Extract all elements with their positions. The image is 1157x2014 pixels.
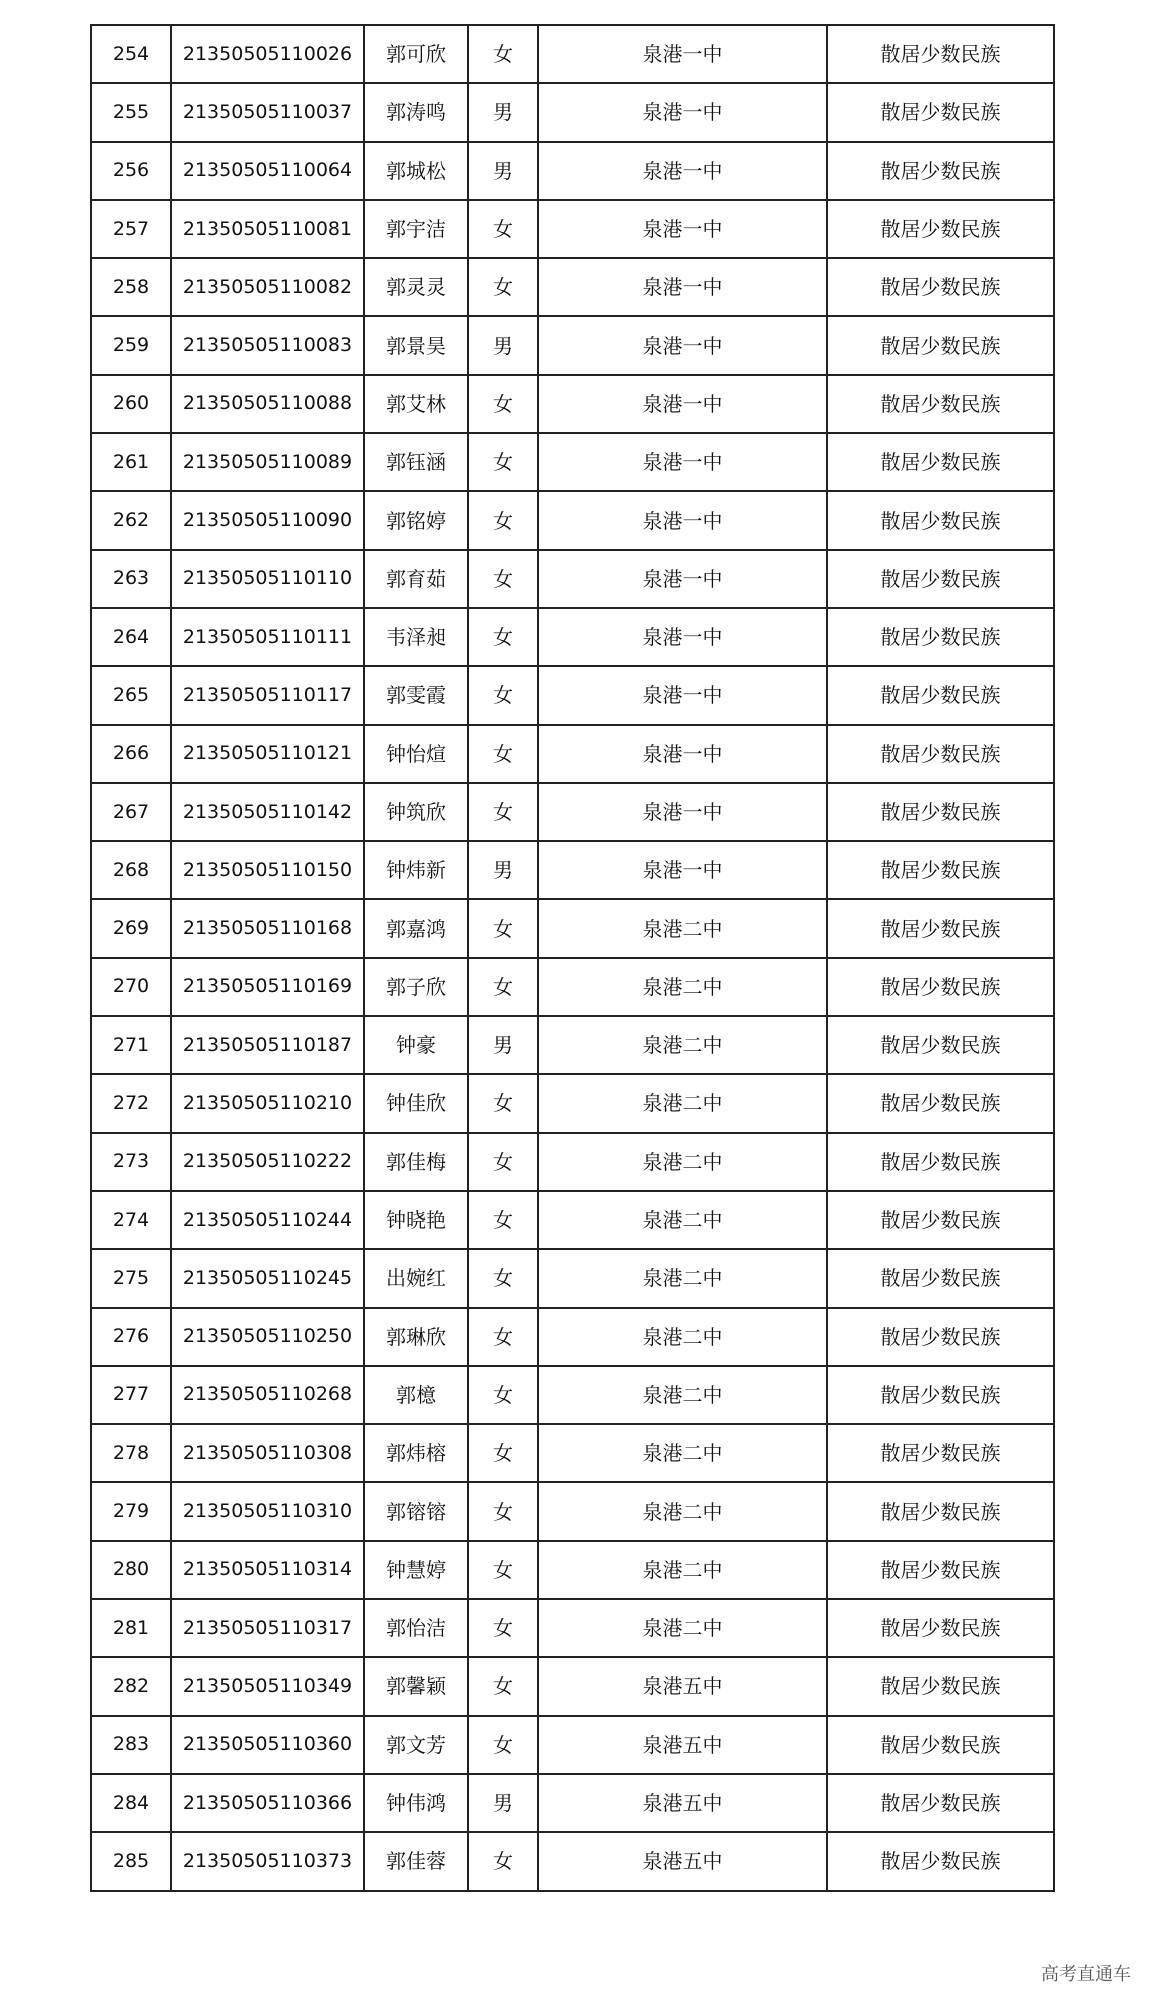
cell-student-name: 郭佳梅	[364, 1133, 468, 1191]
table-row	[91, 258, 1054, 316]
cell-exam-id: 21350505110210	[171, 1074, 364, 1132]
table-row	[91, 142, 1054, 200]
cell-school: 泉港一中	[538, 783, 827, 841]
cell-student-name: 郭馨颖	[364, 1657, 468, 1715]
cell-exam-id: 21350505110026	[171, 25, 364, 83]
cell-gender: 女	[468, 1657, 538, 1715]
cell-gender: 女	[468, 783, 538, 841]
table-row	[91, 491, 1054, 549]
cell-exam-id: 21350505110222	[171, 1133, 364, 1191]
cell-gender: 女	[468, 899, 538, 957]
cell-student-name: 郭檍	[364, 1366, 468, 1424]
cell-exam-id: 21350505110121	[171, 725, 364, 783]
cell-gender: 女	[468, 608, 538, 666]
cell-category: 散居少数民族	[827, 1599, 1054, 1657]
cell-category: 散居少数民族	[827, 1074, 1054, 1132]
table-row	[91, 1424, 1054, 1482]
cell-school: 泉港一中	[538, 25, 827, 83]
cell-school: 泉港二中	[538, 1366, 827, 1424]
cell-student-name: 钟炜新	[364, 841, 468, 899]
cell-sequence-number: 268	[91, 841, 171, 899]
cell-category: 散居少数民族	[827, 433, 1054, 491]
cell-school: 泉港五中	[538, 1657, 827, 1715]
cell-exam-id: 21350505110314	[171, 1541, 364, 1599]
cell-school: 泉港一中	[538, 725, 827, 783]
table-row	[91, 1366, 1054, 1424]
cell-exam-id: 21350505110142	[171, 783, 364, 841]
roster-table-container	[90, 24, 1053, 1892]
cell-exam-id: 21350505110081	[171, 200, 364, 258]
cell-gender: 男	[468, 1016, 538, 1074]
cell-category: 散居少数民族	[827, 1191, 1054, 1249]
table-row	[91, 725, 1054, 783]
cell-gender: 男	[468, 83, 538, 141]
cell-sequence-number: 271	[91, 1016, 171, 1074]
cell-exam-id: 21350505110037	[171, 83, 364, 141]
cell-sequence-number: 270	[91, 958, 171, 1016]
cell-student-name: 郭子欣	[364, 958, 468, 1016]
cell-gender: 女	[468, 1074, 538, 1132]
cell-exam-id: 21350505110349	[171, 1657, 364, 1715]
table-row	[91, 1657, 1054, 1715]
cell-school: 泉港一中	[538, 491, 827, 549]
cell-category: 散居少数民族	[827, 1482, 1054, 1540]
cell-gender: 女	[468, 1133, 538, 1191]
cell-exam-id: 21350505110366	[171, 1774, 364, 1832]
cell-gender: 女	[468, 1308, 538, 1366]
cell-category: 散居少数民族	[827, 375, 1054, 433]
table-row	[91, 375, 1054, 433]
cell-gender: 女	[468, 200, 538, 258]
cell-school: 泉港二中	[538, 1482, 827, 1540]
cell-exam-id: 21350505110168	[171, 899, 364, 957]
cell-category: 散居少数民族	[827, 258, 1054, 316]
cell-exam-id: 21350505110082	[171, 258, 364, 316]
cell-school: 泉港一中	[538, 316, 827, 374]
cell-category: 散居少数民族	[827, 142, 1054, 200]
table-row	[91, 1249, 1054, 1307]
cell-category: 散居少数民族	[827, 1249, 1054, 1307]
table-row	[91, 783, 1054, 841]
cell-school: 泉港二中	[538, 1424, 827, 1482]
cell-school: 泉港二中	[538, 1191, 827, 1249]
cell-gender: 女	[468, 375, 538, 433]
cell-school: 泉港一中	[538, 142, 827, 200]
cell-student-name: 郭可欣	[364, 25, 468, 83]
cell-student-name: 郭雯霞	[364, 666, 468, 724]
cell-student-name: 郭嘉鸿	[364, 899, 468, 957]
cell-sequence-number: 285	[91, 1832, 171, 1890]
cell-sequence-number: 263	[91, 550, 171, 608]
table-row	[91, 608, 1054, 666]
cell-sequence-number: 283	[91, 1716, 171, 1774]
cell-gender: 女	[468, 1191, 538, 1249]
cell-student-name: 郭文芳	[364, 1716, 468, 1774]
cell-gender: 女	[468, 1366, 538, 1424]
cell-gender: 女	[468, 1716, 538, 1774]
cell-category: 散居少数民族	[827, 725, 1054, 783]
cell-gender: 女	[468, 1482, 538, 1540]
cell-sequence-number: 280	[91, 1541, 171, 1599]
cell-gender: 男	[468, 142, 538, 200]
cell-student-name: 郭灵灵	[364, 258, 468, 316]
cell-school: 泉港一中	[538, 841, 827, 899]
cell-student-name: 钟慧婷	[364, 1541, 468, 1599]
cell-category: 散居少数民族	[827, 1366, 1054, 1424]
cell-category: 散居少数民族	[827, 25, 1054, 83]
cell-category: 散居少数民族	[827, 1016, 1054, 1074]
cell-sequence-number: 274	[91, 1191, 171, 1249]
cell-student-name: 郭育茹	[364, 550, 468, 608]
cell-sequence-number: 284	[91, 1774, 171, 1832]
cell-category: 散居少数民族	[827, 83, 1054, 141]
cell-student-name: 郭钰涵	[364, 433, 468, 491]
cell-gender: 女	[468, 1249, 538, 1307]
cell-exam-id: 21350505110244	[171, 1191, 364, 1249]
cell-student-name: 钟怡煊	[364, 725, 468, 783]
cell-school: 泉港一中	[538, 200, 827, 258]
cell-sequence-number: 272	[91, 1074, 171, 1132]
cell-exam-id: 21350505110083	[171, 316, 364, 374]
cell-sequence-number: 266	[91, 725, 171, 783]
cell-category: 散居少数民族	[827, 550, 1054, 608]
cell-student-name: 钟晓艳	[364, 1191, 468, 1249]
table-row	[91, 83, 1054, 141]
cell-exam-id: 21350505110308	[171, 1424, 364, 1482]
table-row	[91, 1599, 1054, 1657]
cell-exam-id: 21350505110245	[171, 1249, 364, 1307]
cell-gender: 女	[468, 1599, 538, 1657]
cell-gender: 女	[468, 666, 538, 724]
table-row	[91, 1832, 1054, 1890]
cell-student-name: 郭佳蓉	[364, 1832, 468, 1890]
cell-exam-id: 21350505110088	[171, 375, 364, 433]
table-row	[91, 1308, 1054, 1366]
cell-student-name: 郭铭婷	[364, 491, 468, 549]
cell-sequence-number: 276	[91, 1308, 171, 1366]
cell-school: 泉港二中	[538, 1249, 827, 1307]
table-row	[91, 1133, 1054, 1191]
cell-gender: 女	[468, 550, 538, 608]
table-row	[91, 1541, 1054, 1599]
cell-gender: 女	[468, 1541, 538, 1599]
cell-exam-id: 21350505110360	[171, 1716, 364, 1774]
cell-school: 泉港五中	[538, 1716, 827, 1774]
cell-category: 散居少数民族	[827, 1774, 1054, 1832]
cell-sequence-number: 267	[91, 783, 171, 841]
cell-student-name: 钟伟鸿	[364, 1774, 468, 1832]
cell-gender: 女	[468, 725, 538, 783]
cell-gender: 女	[468, 25, 538, 83]
table-row	[91, 316, 1054, 374]
cell-student-name: 郭涛鸣	[364, 83, 468, 141]
cell-category: 散居少数民族	[827, 1424, 1054, 1482]
cell-school: 泉港一中	[538, 433, 827, 491]
cell-school: 泉港五中	[538, 1774, 827, 1832]
cell-exam-id: 21350505110250	[171, 1308, 364, 1366]
cell-sequence-number: 281	[91, 1599, 171, 1657]
cell-exam-id: 21350505110090	[171, 491, 364, 549]
cell-sequence-number: 261	[91, 433, 171, 491]
cell-exam-id: 21350505110064	[171, 142, 364, 200]
cell-sequence-number: 254	[91, 25, 171, 83]
cell-school: 泉港二中	[538, 958, 827, 1016]
cell-student-name: 郭琳欣	[364, 1308, 468, 1366]
table-row	[91, 1482, 1054, 1540]
cell-exam-id: 21350505110110	[171, 550, 364, 608]
cell-exam-id: 21350505110117	[171, 666, 364, 724]
table-row	[91, 1191, 1054, 1249]
cell-sequence-number: 262	[91, 491, 171, 549]
table-row	[91, 1716, 1054, 1774]
table-row	[91, 1074, 1054, 1132]
table-row	[91, 899, 1054, 957]
cell-category: 散居少数民族	[827, 841, 1054, 899]
cell-student-name: 郭炜榕	[364, 1424, 468, 1482]
cell-student-name: 郭怡洁	[364, 1599, 468, 1657]
cell-exam-id: 21350505110111	[171, 608, 364, 666]
cell-sequence-number: 259	[91, 316, 171, 374]
cell-sequence-number: 273	[91, 1133, 171, 1191]
cell-exam-id: 21350505110169	[171, 958, 364, 1016]
cell-category: 散居少数民族	[827, 491, 1054, 549]
roster-table	[90, 24, 1055, 1892]
cell-gender: 女	[468, 1832, 538, 1890]
cell-category: 散居少数民族	[827, 1133, 1054, 1191]
cell-sequence-number: 269	[91, 899, 171, 957]
table-row	[91, 25, 1054, 83]
table-row	[91, 1774, 1054, 1832]
table-row	[91, 433, 1054, 491]
cell-sequence-number: 265	[91, 666, 171, 724]
cell-exam-id: 21350505110310	[171, 1482, 364, 1540]
table-row	[91, 1016, 1054, 1074]
cell-exam-id: 21350505110187	[171, 1016, 364, 1074]
cell-gender: 男	[468, 316, 538, 374]
cell-school: 泉港二中	[538, 1308, 827, 1366]
table-row	[91, 666, 1054, 724]
cell-exam-id: 21350505110373	[171, 1832, 364, 1890]
cell-school: 泉港一中	[538, 83, 827, 141]
cell-exam-id: 21350505110089	[171, 433, 364, 491]
cell-student-name: 郭艾林	[364, 375, 468, 433]
cell-school: 泉港一中	[538, 666, 827, 724]
cell-sequence-number: 260	[91, 375, 171, 433]
table-row	[91, 958, 1054, 1016]
cell-school: 泉港二中	[538, 1599, 827, 1657]
watermark-text: 高考直通车	[1041, 1964, 1131, 1985]
cell-school: 泉港一中	[538, 258, 827, 316]
cell-school: 泉港一中	[538, 608, 827, 666]
cell-school: 泉港一中	[538, 550, 827, 608]
cell-school: 泉港五中	[538, 1832, 827, 1890]
cell-category: 散居少数民族	[827, 1657, 1054, 1715]
cell-gender: 女	[468, 433, 538, 491]
cell-sequence-number: 279	[91, 1482, 171, 1540]
cell-gender: 女	[468, 491, 538, 549]
cell-student-name: 钟豪	[364, 1016, 468, 1074]
cell-student-name: 郭景昊	[364, 316, 468, 374]
cell-student-name: 韦泽昶	[364, 608, 468, 666]
cell-category: 散居少数民族	[827, 200, 1054, 258]
cell-student-name: 郭镕镕	[364, 1482, 468, 1540]
cell-exam-id: 21350505110150	[171, 841, 364, 899]
cell-school: 泉港二中	[538, 1074, 827, 1132]
cell-exam-id: 21350505110317	[171, 1599, 364, 1657]
cell-school: 泉港二中	[538, 1541, 827, 1599]
cell-sequence-number: 258	[91, 258, 171, 316]
cell-category: 散居少数民族	[827, 1832, 1054, 1890]
cell-student-name: 钟佳欣	[364, 1074, 468, 1132]
cell-category: 散居少数民族	[827, 958, 1054, 1016]
cell-sequence-number: 282	[91, 1657, 171, 1715]
cell-school: 泉港二中	[538, 899, 827, 957]
table-row	[91, 841, 1054, 899]
cell-gender: 女	[468, 258, 538, 316]
cell-student-name: 钟筑欣	[364, 783, 468, 841]
cell-student-name: 出婉红	[364, 1249, 468, 1307]
cell-gender: 女	[468, 958, 538, 1016]
cell-category: 散居少数民族	[827, 783, 1054, 841]
cell-sequence-number: 278	[91, 1424, 171, 1482]
table-row	[91, 200, 1054, 258]
table-row	[91, 550, 1054, 608]
cell-category: 散居少数民族	[827, 1308, 1054, 1366]
cell-category: 散居少数民族	[827, 899, 1054, 957]
cell-sequence-number: 256	[91, 142, 171, 200]
cell-school: 泉港一中	[538, 375, 827, 433]
cell-gender: 男	[468, 841, 538, 899]
cell-sequence-number: 264	[91, 608, 171, 666]
cell-sequence-number: 255	[91, 83, 171, 141]
cell-category: 散居少数民族	[827, 1716, 1054, 1774]
cell-school: 泉港二中	[538, 1016, 827, 1074]
cell-exam-id: 21350505110268	[171, 1366, 364, 1424]
cell-category: 散居少数民族	[827, 316, 1054, 374]
cell-school: 泉港二中	[538, 1133, 827, 1191]
cell-gender: 男	[468, 1774, 538, 1832]
cell-category: 散居少数民族	[827, 666, 1054, 724]
cell-sequence-number: 275	[91, 1249, 171, 1307]
cell-student-name: 郭城松	[364, 142, 468, 200]
cell-sequence-number: 257	[91, 200, 171, 258]
cell-gender: 女	[468, 1424, 538, 1482]
cell-category: 散居少数民族	[827, 608, 1054, 666]
cell-category: 散居少数民族	[827, 1541, 1054, 1599]
cell-student-name: 郭宇洁	[364, 200, 468, 258]
roster-table-body	[91, 25, 1054, 1891]
cell-sequence-number: 277	[91, 1366, 171, 1424]
